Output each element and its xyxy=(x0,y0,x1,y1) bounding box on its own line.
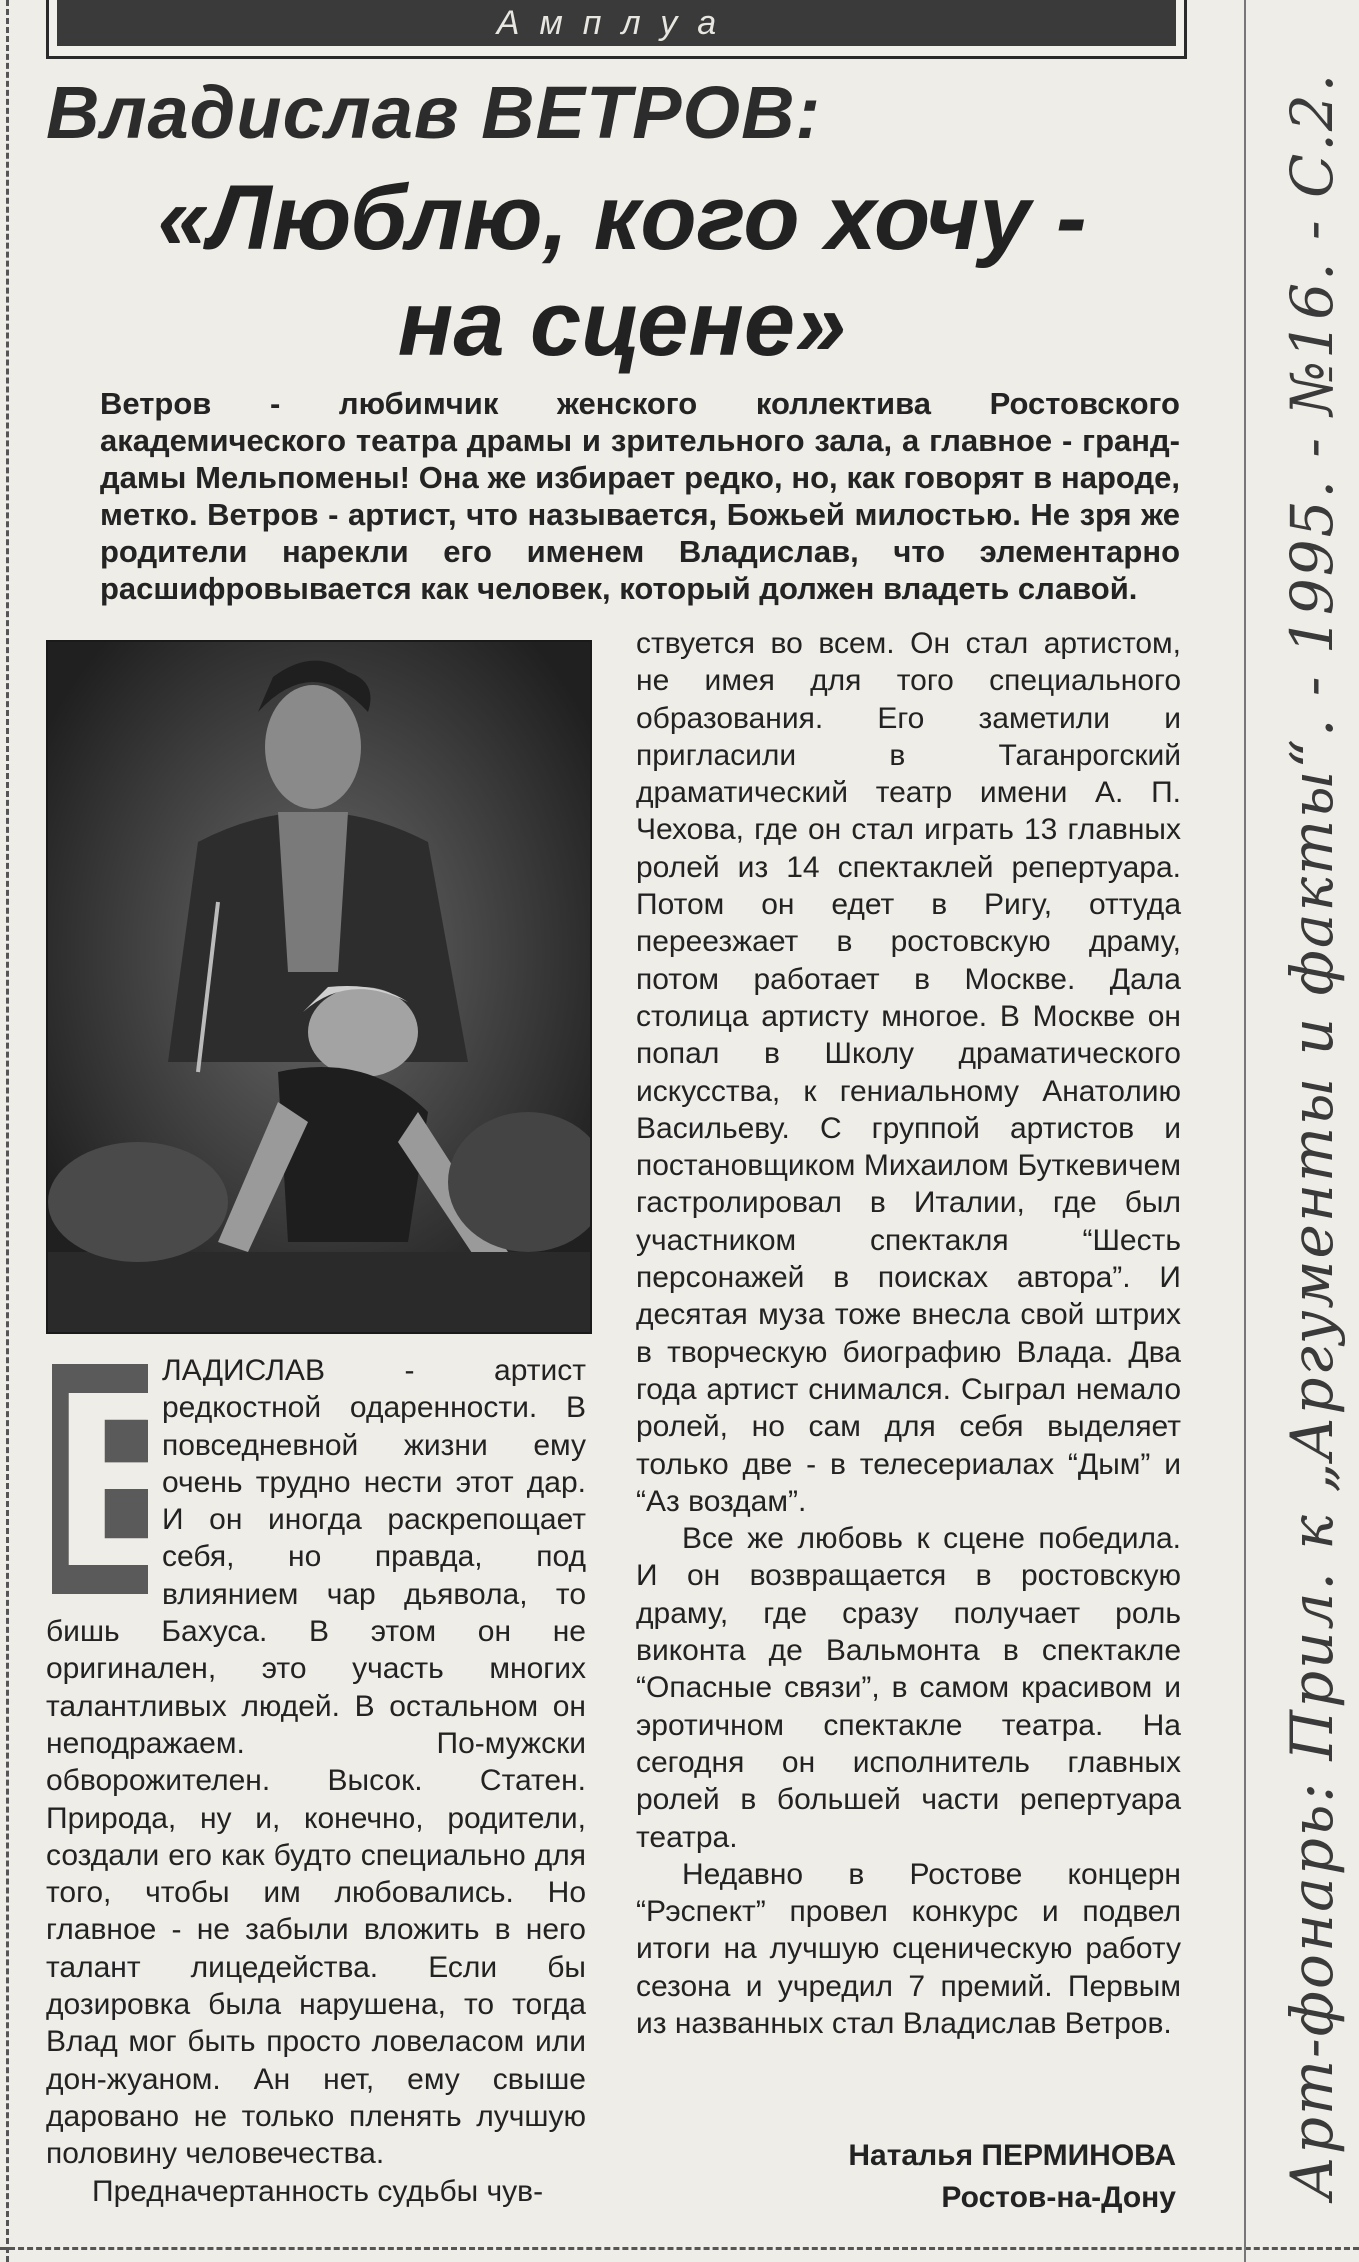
headline-name: Владислав ВЕТРОВ: xyxy=(46,71,822,154)
rubric-banner xyxy=(46,0,1187,59)
right-paragraph-3: Недавно в Ростове концерн “Рэспект” провел конкурс и подвел итоги на лучшую сценическую работу сезона и учредил 7 премий. Первым из названных стал Владислав Ветров. xyxy=(636,1857,1181,2040)
left-paragraph-2: Предначертанность судьбы чув- xyxy=(92,2174,544,2208)
headline-quote-line1: «Люблю, кого хочу - xyxy=(157,167,1087,269)
right-paragraph-2: Все же любовь к сцене победила. И он возвращается в ростовскую драму, где сразу получает роль виконта де Вальмонта в спектакле “Опасные связи”, в самом красивом и эротичном спектакле театра. На сегодня он исполнитель главных ролей в большей части репертуара театра. xyxy=(636,1522,1181,1854)
cut-line-bottom xyxy=(0,2247,1359,2250)
right-paragraph-1: ствуется во всем. Он стал артистом, не имея для того специального образования. Его заметили и пригласили в Таганрогский драматический театр имени А. П. Чехова, где он стал играть 13 главных ролей из 14 спектаклей репертуара. Потом он едет в Ригу, оттуда переезжает в ростовскую драму, потом работает в Москве. Дала столица артисту многое. В Москве он попал в Школу драматического искусства, к гениальному Анатолию Васильеву. С группой артистов и постановщиком Михаилом Буткевичем гастролировал в Италии, где был участником спектакля “Шесть персонажей в поисках автора”. И десятая муза тоже внесла свой штрих в творческую биографию Влада. Два года артист снимался. Сыграл немало ролей, но сам для себя выделяет только две - в телесериалах “Дым” и “Аз воздам”. xyxy=(636,627,1181,1518)
margin-rule xyxy=(1244,0,1246,2262)
headline-quote-line2: на сцене» xyxy=(397,273,847,375)
rubric-label: Амплуа xyxy=(496,3,737,42)
left-paragraph-1: ЛАДИСЛАВ - артист редкостной одаренности. В повседневной жизни ему очень трудно нести этот дар. И он иногда раскрепощает себя, но правда, под влиянием чар дьявола, то бишь Бахуса. В этом он не оригинален, это участь многих талантливых людей. В остальном он неподражаем. По-мужски обворожителен. Высок. Статен. Природа, ну и, конечно, родители, создали его как будто специально для того, чтобы им любовались. Но главное - не забыли вложить в него талант лицедейства. Если бы дозировка была нарушена, то тогда Влад мог быть просто ловеласом или дон-жуаном. Ан нет, ему свыше даровано не только пленять лучшую половину человечества. xyxy=(46,1354,586,2171)
byline xyxy=(848,2135,1176,2219)
stage-photo xyxy=(46,640,592,1334)
stage-photo-image xyxy=(48,642,590,1332)
dropcap-letter: В xyxy=(52,1339,233,1618)
byline-author: Наталья ПЕРМИНОВА xyxy=(848,2139,1176,2172)
right-column xyxy=(636,625,1181,2042)
handwritten-source-note: Арт-фонарь: Прил. к „Аргументы и факты“. - 1995. - №16. - С.2. xyxy=(1278,71,1346,2200)
byline-place: Ростов-на-Дону xyxy=(941,2181,1176,2214)
lead-paragraph: Ветров - любимчик женского коллектива Ростовского академического театра драмы и зрительного зала, а главное - гранд-дамы Мельпомены! Она же избирает редко, но, как говорят в народе, метко. Ветров - артист, что называется, Божьей милостью. Не зря же родители нарекли его именем Владислав, что элементарно расшифровывается как человек, который должен владеть славой. xyxy=(100,386,1180,606)
left-column xyxy=(46,1339,586,2210)
